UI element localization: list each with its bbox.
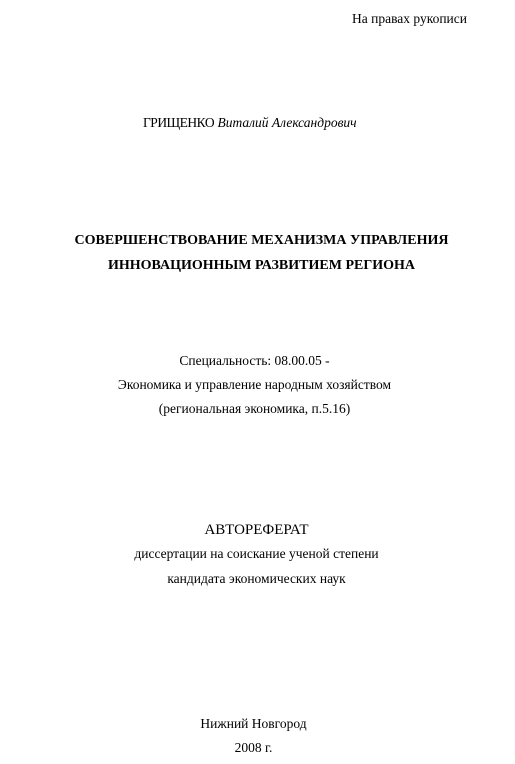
- document-type-heading: АВТОРЕФЕРАТ: [204, 522, 309, 538]
- author-name: [143, 115, 357, 131]
- specialty-subfield: (региональная экономика, п.5.16): [158, 401, 351, 416]
- city: Нижний Новгород: [200, 716, 307, 731]
- degree-purpose: диссертации на соискание ученой степени: [134, 546, 379, 561]
- title-line-2: ИННОВАЦИОННЫМ РАЗВИТИЕМ РЕГИОНА: [107, 258, 416, 273]
- year: 2008 г.: [234, 740, 273, 755]
- author-surname: ГРИЩЕНКО: [143, 115, 215, 130]
- specialty-name: Экономика и управление народным хозяйством: [117, 377, 392, 392]
- title-line-1: СОВЕРШЕНСТВОВАНИЕ МЕХАНИЗМА УПРАВЛЕНИЯ: [74, 233, 449, 248]
- specialty-code: Специальность: 08.00.05 -: [179, 353, 330, 368]
- degree-name: кандидата экономических наук: [167, 571, 346, 586]
- author-given-names: Виталий Александрович: [217, 115, 357, 130]
- manuscript-rights-note: На правах рукописи: [351, 11, 467, 26]
